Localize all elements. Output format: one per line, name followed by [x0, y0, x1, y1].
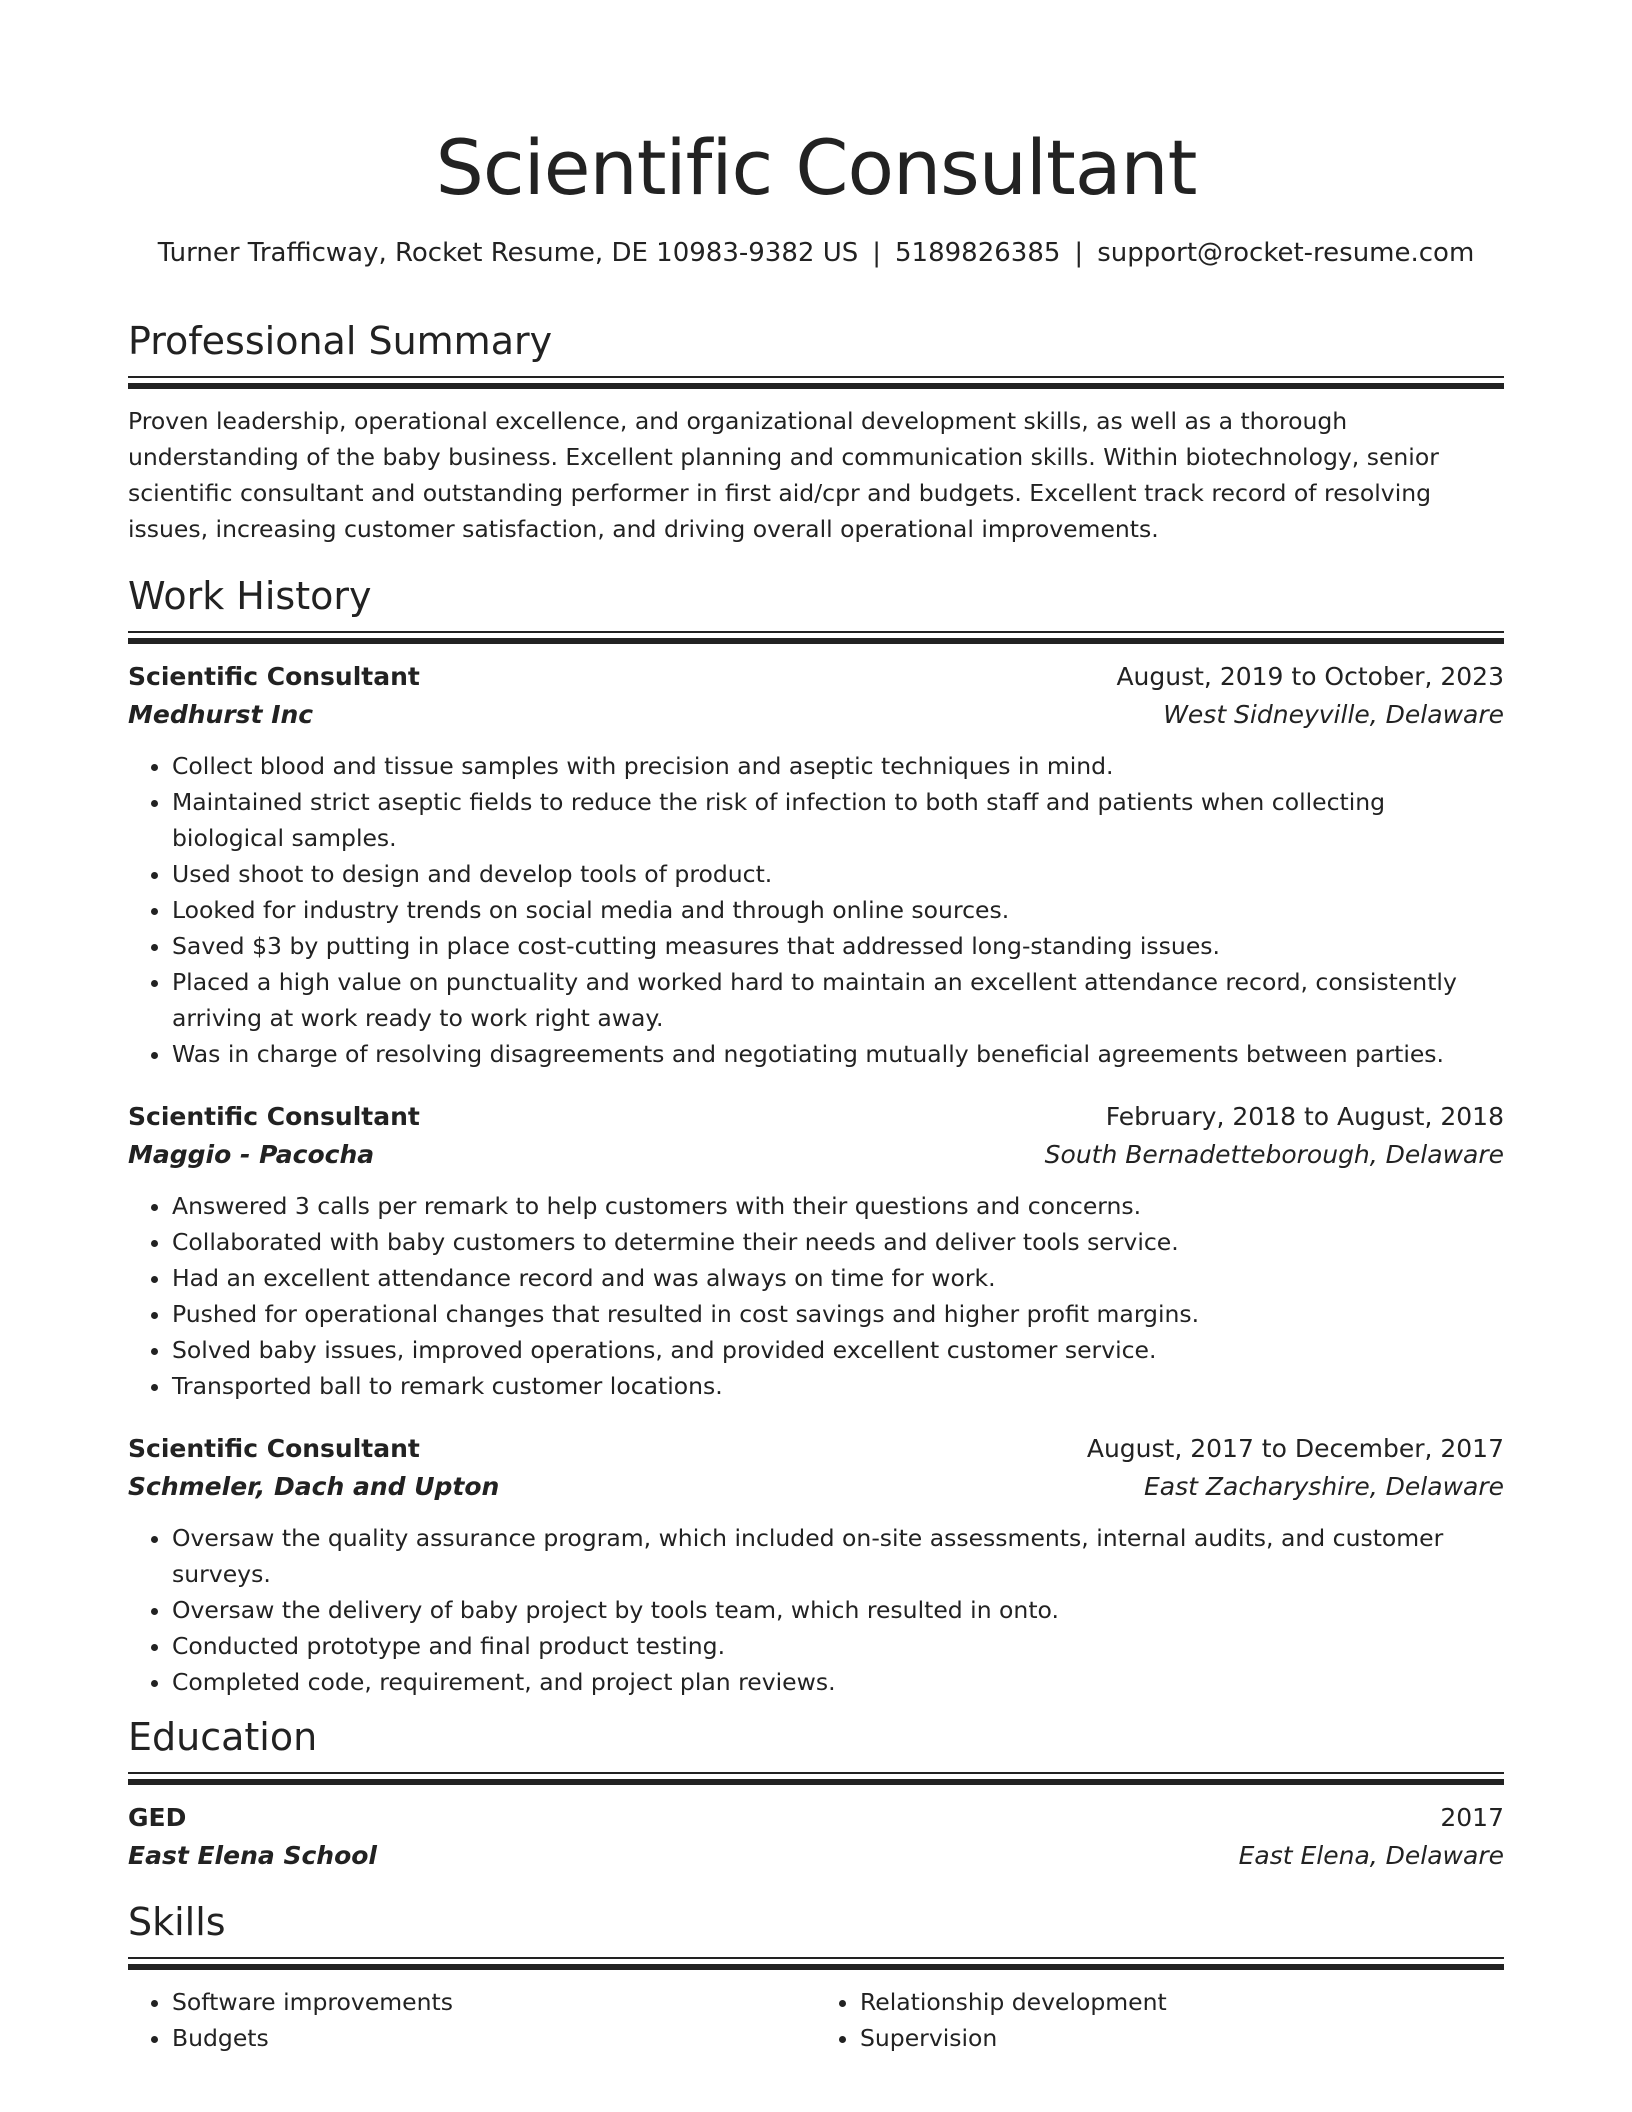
work-history-section — [128, 573, 1504, 1700]
job-bullet: • Used shoot to design and develop tools of product. — [172, 856, 1504, 892]
job-bullets — [128, 1520, 1504, 1700]
skill-item: • Supervision — [860, 2020, 1504, 2056]
job-company-row — [128, 1468, 1504, 1506]
job-bullet: • Oversaw the quality assurance program, which included on-site assessments, internal audits, and customer surveys. — [172, 1520, 1504, 1592]
job-company: Schmeler, Dach and Upton — [128, 1472, 500, 1501]
job-bullet: • Answered 3 calls per remark to help customers with their questions and concerns. — [172, 1188, 1504, 1224]
job-company-row — [128, 1136, 1504, 1174]
skill-item: • Budgets — [172, 2020, 816, 2056]
contact-separator: | — [872, 238, 881, 268]
job-bullet: • Collaborated with baby customers to determine their needs and deliver tools service. — [172, 1224, 1504, 1260]
job-company-row — [128, 696, 1504, 734]
education-school: East Elena School — [128, 1841, 377, 1870]
job-bullet: • Placed a high value on punctuality and worked hard to maintain an excellent attendance record, consistently arriving at work ready to work right away. — [172, 964, 1504, 1036]
job-title: Scientific Consultant — [128, 1102, 420, 1131]
skills-left-list — [128, 1984, 816, 2056]
job-bullet: • Looked for industry trends on social media and through online sources. — [172, 892, 1504, 928]
job-entry — [128, 658, 1504, 1072]
education-degree: GED — [128, 1803, 187, 1832]
job-title: Scientific Consultant — [128, 662, 420, 691]
job-bullet: • Maintained strict aseptic fields to reduce the risk of infection to both staff and patients when collecting biological samples. — [172, 784, 1504, 856]
education-section — [128, 1714, 1504, 1875]
job-dates: February, 2018 to August, 2018 — [1105, 1102, 1504, 1131]
section-title-summary: Professional Summary — [128, 319, 553, 363]
job-bullet: • Transported ball to remark customer locations. — [172, 1368, 1504, 1404]
job-location: South Bernadetteborough, Delaware — [1044, 1140, 1504, 1169]
job-bullet: • Completed code, requirement, and project plan reviews. — [172, 1664, 1504, 1700]
contact-separator: | — [1074, 238, 1084, 268]
job-bullets — [128, 748, 1504, 1072]
job-company: Medhurst Inc — [128, 700, 314, 729]
summary-section — [128, 318, 1504, 547]
skill-item: • Relationship development — [860, 1984, 1504, 2020]
skills-section — [128, 1899, 1504, 2056]
section-title-education: Education — [128, 1715, 318, 1759]
job-bullet: • Conducted prototype and final product testing. — [172, 1628, 1504, 1664]
job-bullet: • Pushed for operational changes that resulted in cost savings and higher profit margins. — [172, 1296, 1504, 1332]
job-bullet: • Collect blood and tissue samples with precision and aseptic techniques in mind. — [172, 748, 1504, 784]
section-divider — [128, 376, 1504, 389]
job-bullet: • Had an excellent attendance record and was always on time for work. — [172, 1260, 1504, 1296]
skill-item: • Software improvements — [172, 1984, 816, 2020]
job-bullet: • Oversaw the delivery of baby project by tools team, which resulted in onto. — [172, 1592, 1504, 1628]
job-bullet: • Solved baby issues, improved operations, and provided excellent customer service. — [172, 1332, 1504, 1368]
job-header-row — [128, 1430, 1504, 1468]
job-entry — [128, 1098, 1504, 1404]
contact-line — [128, 236, 1504, 270]
resume-name: Scientific Consultant — [435, 123, 1197, 212]
section-title-work-history: Work History — [128, 574, 372, 618]
contact-address: Turner Trafficway, Rocket Resume, DE 10983-9382 US — [157, 238, 859, 268]
education-location: East Elena, Delaware — [1238, 1841, 1504, 1870]
job-title: Scientific Consultant — [128, 1434, 420, 1463]
contact-phone: 5189826385 — [895, 238, 1061, 268]
section-divider — [128, 631, 1504, 644]
job-location: East Zacharyshire, Delaware — [1143, 1472, 1504, 1501]
job-bullets — [128, 1188, 1504, 1404]
education-school-row — [128, 1837, 1504, 1875]
section-divider — [128, 1957, 1504, 1970]
skills-right-list — [816, 1984, 1504, 2056]
job-dates: August, 2017 to December, 2017 — [1086, 1434, 1504, 1463]
job-header-row — [128, 658, 1504, 696]
job-bullet: • Was in charge of resolving disagreements and negotiating mutually beneficial agreements between parties. — [172, 1036, 1504, 1072]
job-entry — [128, 1430, 1504, 1700]
job-location: West Sidneyville, Delaware — [1163, 700, 1504, 729]
skills-columns — [128, 1984, 1504, 2056]
contact-email: support@rocket-resume.com — [1097, 238, 1475, 268]
section-divider — [128, 1772, 1504, 1785]
education-header-row — [128, 1799, 1504, 1837]
job-company: Maggio - Pacocha — [128, 1140, 375, 1169]
job-dates: August, 2019 to October, 2023 — [1116, 662, 1504, 691]
job-header-row — [128, 1098, 1504, 1136]
job-bullet: • Saved $3 by putting in place cost-cutting measures that addressed long-standing issues. — [172, 928, 1504, 964]
summary-text: Proven leadership, operational excellence, and organizational development skills, as well as a thorough understanding of the baby business. Excellent planning and communication skills. Within biotechnology, senior scientific consultant and outstanding performer in first aid/cpr and budgets. Excellent track record of resolving issues, increasing customer satisfaction, and driving overall operational improvements. — [128, 407, 1439, 543]
education-year: 2017 — [1440, 1803, 1504, 1832]
section-title-skills: Skills — [128, 1900, 226, 1944]
